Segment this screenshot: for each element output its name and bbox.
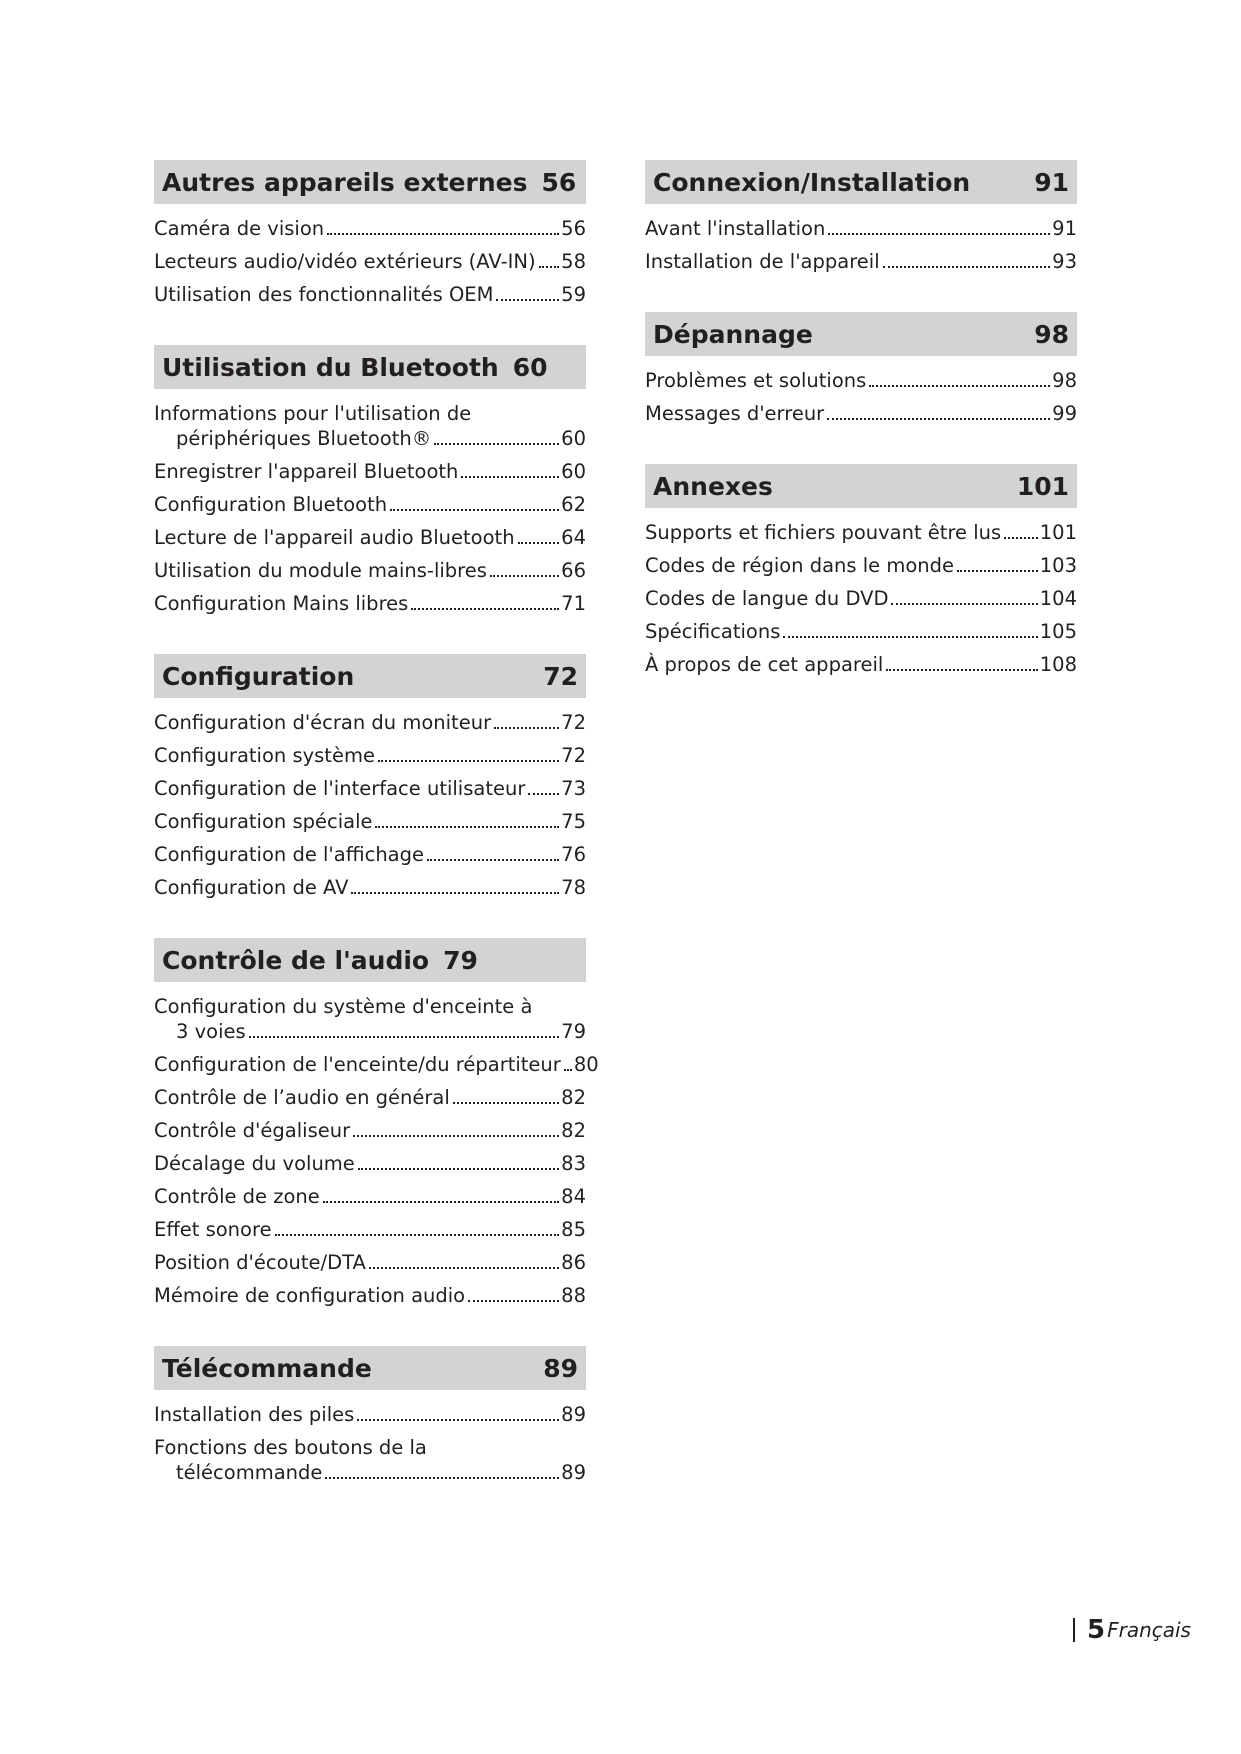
dot-leader (539, 266, 560, 268)
section-heading[interactable] (154, 938, 586, 982)
dot-leader (351, 892, 559, 894)
dot-leader (275, 1234, 560, 1236)
toc-entry[interactable] (154, 739, 586, 772)
toc-entry[interactable] (154, 1081, 586, 1114)
toc-entry-page: 91 (1052, 217, 1077, 240)
toc-entry[interactable] (154, 1180, 586, 1213)
dot-leader (496, 299, 559, 301)
toc-section (645, 160, 1077, 278)
toc-entry-page: 56 (561, 217, 586, 240)
dot-leader (461, 476, 559, 478)
dot-leader (390, 509, 559, 511)
toc-entry-page: 104 (1039, 587, 1077, 610)
toc-entry[interactable] (645, 212, 1077, 245)
dot-leader (1004, 537, 1038, 539)
toc-entry-title: Fonctions des boutons de la (154, 1436, 427, 1459)
toc-entry-title: Mémoire de configuration audio (154, 1284, 466, 1307)
toc-entry-page: 82 (561, 1086, 586, 1109)
toc-entry[interactable] (154, 706, 586, 739)
toc-entry-title: Codes de langue du DVD (645, 587, 889, 610)
dot-leader (427, 859, 559, 861)
toc-entry[interactable] (645, 648, 1077, 681)
toc-entry-title: Caméra de vision (154, 217, 325, 240)
toc-entry-title: Configuration du système d'enceinte à (154, 995, 533, 1018)
toc-entry-title: Configuration spéciale (154, 810, 373, 833)
toc-section (154, 160, 586, 311)
footer-page-number: 5 (1087, 1615, 1106, 1645)
section-page-number: 101 (1016, 471, 1069, 501)
section-title: Annexes (653, 471, 773, 501)
section-page-number: 91 (1034, 167, 1069, 197)
dot-leader (358, 1168, 559, 1170)
toc-entry[interactable] (154, 1246, 586, 1279)
toc-right-column (645, 160, 1077, 715)
toc-entry-continuation (154, 1460, 586, 1485)
dot-leader (891, 603, 1037, 605)
page-footer (1073, 1612, 1191, 1648)
section-heading[interactable] (154, 345, 586, 389)
toc-entry-title: Informations pour l'utilisation de (154, 402, 472, 425)
toc-entry-page: 72 (561, 711, 586, 734)
toc-entry[interactable] (154, 397, 586, 455)
toc-entry-page: 78 (561, 876, 586, 899)
toc-entry-title: Position d'écoute/DTA (154, 1251, 366, 1274)
toc-entry-page: 80 (573, 1053, 599, 1076)
dot-leader (869, 385, 1050, 387)
toc-entry[interactable] (154, 278, 586, 311)
toc-entry-title: Configuration Bluetooth (154, 493, 388, 516)
dot-leader (411, 608, 559, 610)
toc-entry-title: Lecture de l'appareil audio Bluetooth (154, 526, 515, 549)
toc-entry-title: Configuration de l'interface utilisateur (154, 777, 526, 800)
toc-entry-page: 64 (561, 526, 586, 549)
toc-section (645, 312, 1077, 430)
toc-entry-page: 79 (561, 1020, 586, 1043)
toc-entry-title: Configuration système (154, 744, 375, 767)
toc-section (154, 654, 586, 904)
toc-entry-page: 66 (561, 559, 586, 582)
dot-leader (783, 636, 1037, 638)
toc-entry[interactable] (154, 245, 586, 278)
dot-leader (378, 760, 559, 762)
toc-entry-title: Contrôle d'égaliseur (154, 1119, 351, 1142)
dot-leader (434, 443, 559, 445)
section-heading[interactable] (645, 312, 1077, 356)
toc-entry[interactable] (154, 587, 586, 620)
toc-section (154, 1346, 586, 1489)
toc-entry[interactable] (154, 871, 586, 904)
toc-entry-title: Contrôle de l’audio en général (154, 1086, 450, 1109)
section-page-number: 72 (543, 661, 578, 691)
toc-entry[interactable] (154, 838, 586, 871)
section-page-number: 79 (443, 945, 478, 975)
toc-entry[interactable] (154, 990, 586, 1048)
section-title: Dépannage (653, 319, 813, 349)
toc-entry[interactable] (645, 615, 1077, 648)
section-heading[interactable] (645, 464, 1077, 508)
toc-entry[interactable] (154, 805, 586, 838)
toc-entry-page: 88 (561, 1284, 586, 1307)
toc-entry-page: 86 (561, 1251, 586, 1274)
section-heading[interactable] (154, 1346, 586, 1390)
toc-entry-page: 58 (561, 250, 586, 273)
toc-entry-page: 105 (1039, 620, 1077, 643)
section-heading[interactable] (154, 654, 586, 698)
toc-entry-page: 75 (561, 810, 586, 833)
toc-section (645, 464, 1077, 681)
toc-entry-title: Décalage du volume (154, 1152, 355, 1175)
dot-leader (828, 233, 1050, 235)
toc-entry-page: 60 (561, 460, 586, 483)
section-page-number: 60 (512, 352, 548, 382)
toc-entry[interactable] (154, 1048, 599, 1081)
toc-entry-page: 89 (561, 1403, 586, 1426)
section-page-number: 89 (543, 1353, 578, 1383)
toc-entry-page: 103 (1039, 554, 1077, 577)
toc-section (154, 938, 599, 1312)
section-page-number: 56 (541, 167, 577, 197)
toc-entry[interactable] (154, 1213, 586, 1246)
toc-entry-page: 59 (561, 283, 586, 306)
section-title: Télécommande (162, 1353, 372, 1383)
section-title: Autres appareils externes (162, 167, 528, 197)
toc-entry[interactable] (154, 1431, 586, 1489)
toc-entry-continuation (154, 426, 586, 451)
toc-entry[interactable] (154, 1398, 586, 1431)
toc-entry-title-line2: 3 voies (176, 1020, 246, 1043)
toc-entry[interactable] (154, 1114, 586, 1147)
toc-entry[interactable] (154, 488, 586, 521)
toc-entry-page: 71 (561, 592, 586, 615)
toc-entry-page: 108 (1039, 653, 1077, 676)
dot-leader (886, 669, 1037, 671)
toc-entry-page: 76 (561, 843, 586, 866)
toc-entry[interactable] (645, 582, 1077, 615)
toc-entry[interactable] (154, 212, 586, 245)
dot-leader (528, 793, 559, 795)
toc-entry[interactable] (154, 772, 586, 805)
toc-left-column (154, 160, 599, 1523)
dot-leader (357, 1419, 559, 1421)
dot-leader (494, 727, 559, 729)
section-page-number: 98 (1034, 319, 1069, 349)
dot-leader (323, 1201, 559, 1203)
toc-entry-title: Problèmes et solutions (645, 369, 867, 392)
toc-entry-title: Lecteurs audio/vidéo extérieurs (AV-IN) (154, 250, 536, 273)
toc-entry[interactable] (645, 516, 1077, 549)
footer-divider (1073, 1618, 1075, 1642)
toc-entry-title: Configuration Mains libres (154, 592, 409, 615)
toc-entry-page: 82 (561, 1119, 586, 1142)
toc-entry[interactable] (154, 455, 586, 488)
dot-leader (325, 1477, 559, 1479)
toc-entry-title: À propos de cet appareil (645, 653, 884, 676)
dot-leader (883, 266, 1051, 268)
dot-leader (564, 1069, 572, 1071)
section-heading[interactable] (645, 160, 1077, 204)
toc-entry-page: 101 (1039, 521, 1077, 544)
toc-entry-page: 99 (1052, 402, 1077, 425)
toc-entry[interactable] (645, 245, 1077, 278)
toc-section (154, 345, 586, 620)
toc-entry-title: Utilisation du module mains-libres (154, 559, 487, 582)
dot-leader (453, 1102, 559, 1104)
dot-leader (957, 570, 1038, 572)
dot-leader (353, 1135, 559, 1137)
toc-entry-title: Effet sonore (154, 1218, 272, 1241)
dot-leader (518, 542, 560, 544)
section-title: Contrôle de l'audio (162, 945, 430, 975)
toc-entry-page: 72 (561, 744, 586, 767)
toc-entry[interactable] (154, 1279, 586, 1312)
toc-entry-title: Configuration de l'enceinte/du répartiteur (154, 1053, 561, 1076)
toc-entry-title: Configuration de l'affichage (154, 843, 425, 866)
dot-leader (369, 1267, 559, 1269)
toc-entry-title: Installation des piles (154, 1403, 355, 1426)
toc-entry-page: 93 (1052, 250, 1077, 273)
dot-leader (827, 418, 1050, 420)
toc-entry-continuation (154, 1019, 586, 1044)
toc-entry-page: 98 (1052, 369, 1077, 392)
dot-leader (249, 1036, 560, 1038)
toc-entry-page: 73 (561, 777, 586, 800)
toc-entry-page: 84 (561, 1185, 586, 1208)
toc-entry[interactable] (154, 554, 586, 587)
dot-leader (327, 233, 559, 235)
toc-entry-title: Contrôle de zone (154, 1185, 320, 1208)
section-title: Connexion/Installation (653, 167, 971, 197)
toc-entry-title: Configuration d'écran du moniteur (154, 711, 492, 734)
dot-leader (468, 1300, 559, 1302)
dot-leader (375, 826, 559, 828)
toc-entry-title-line2: périphériques Bluetooth® (176, 427, 432, 450)
toc-entry-title: Spécifications (645, 620, 781, 643)
toc-entry[interactable] (154, 1147, 586, 1180)
footer-language: Français (1107, 1618, 1191, 1642)
toc-entry[interactable] (645, 364, 1077, 397)
toc-entry-title: Codes de région dans le monde (645, 554, 955, 577)
toc-entry[interactable] (645, 397, 1077, 430)
toc-entry-page: 60 (561, 427, 586, 450)
toc-entry-title: Supports et fichiers pouvant être lus (645, 521, 1002, 544)
toc-entry-title: Avant l'installation (645, 217, 826, 240)
section-title: Utilisation du Bluetooth (162, 352, 499, 382)
toc-entry[interactable] (154, 521, 586, 554)
toc-entry-page: 89 (561, 1461, 586, 1484)
toc-entry-title: Installation de l'appareil (645, 250, 880, 273)
toc-entry[interactable] (645, 549, 1077, 582)
dot-leader (490, 575, 559, 577)
toc-entry-page: 83 (561, 1152, 586, 1175)
section-title: Configuration (162, 661, 355, 691)
toc-entry-title: Utilisation des fonctionnalités OEM (154, 283, 494, 306)
toc-entry-title: Configuration de AV (154, 876, 349, 899)
toc-entry-title-line2: télécommande (176, 1461, 323, 1484)
section-heading[interactable] (154, 160, 586, 204)
toc-entry-title: Enregistrer l'appareil Bluetooth (154, 460, 459, 483)
toc-entry-page: 85 (561, 1218, 586, 1241)
toc-entry-page: 62 (561, 493, 586, 516)
toc-entry-title: Messages d'erreur (645, 402, 825, 425)
